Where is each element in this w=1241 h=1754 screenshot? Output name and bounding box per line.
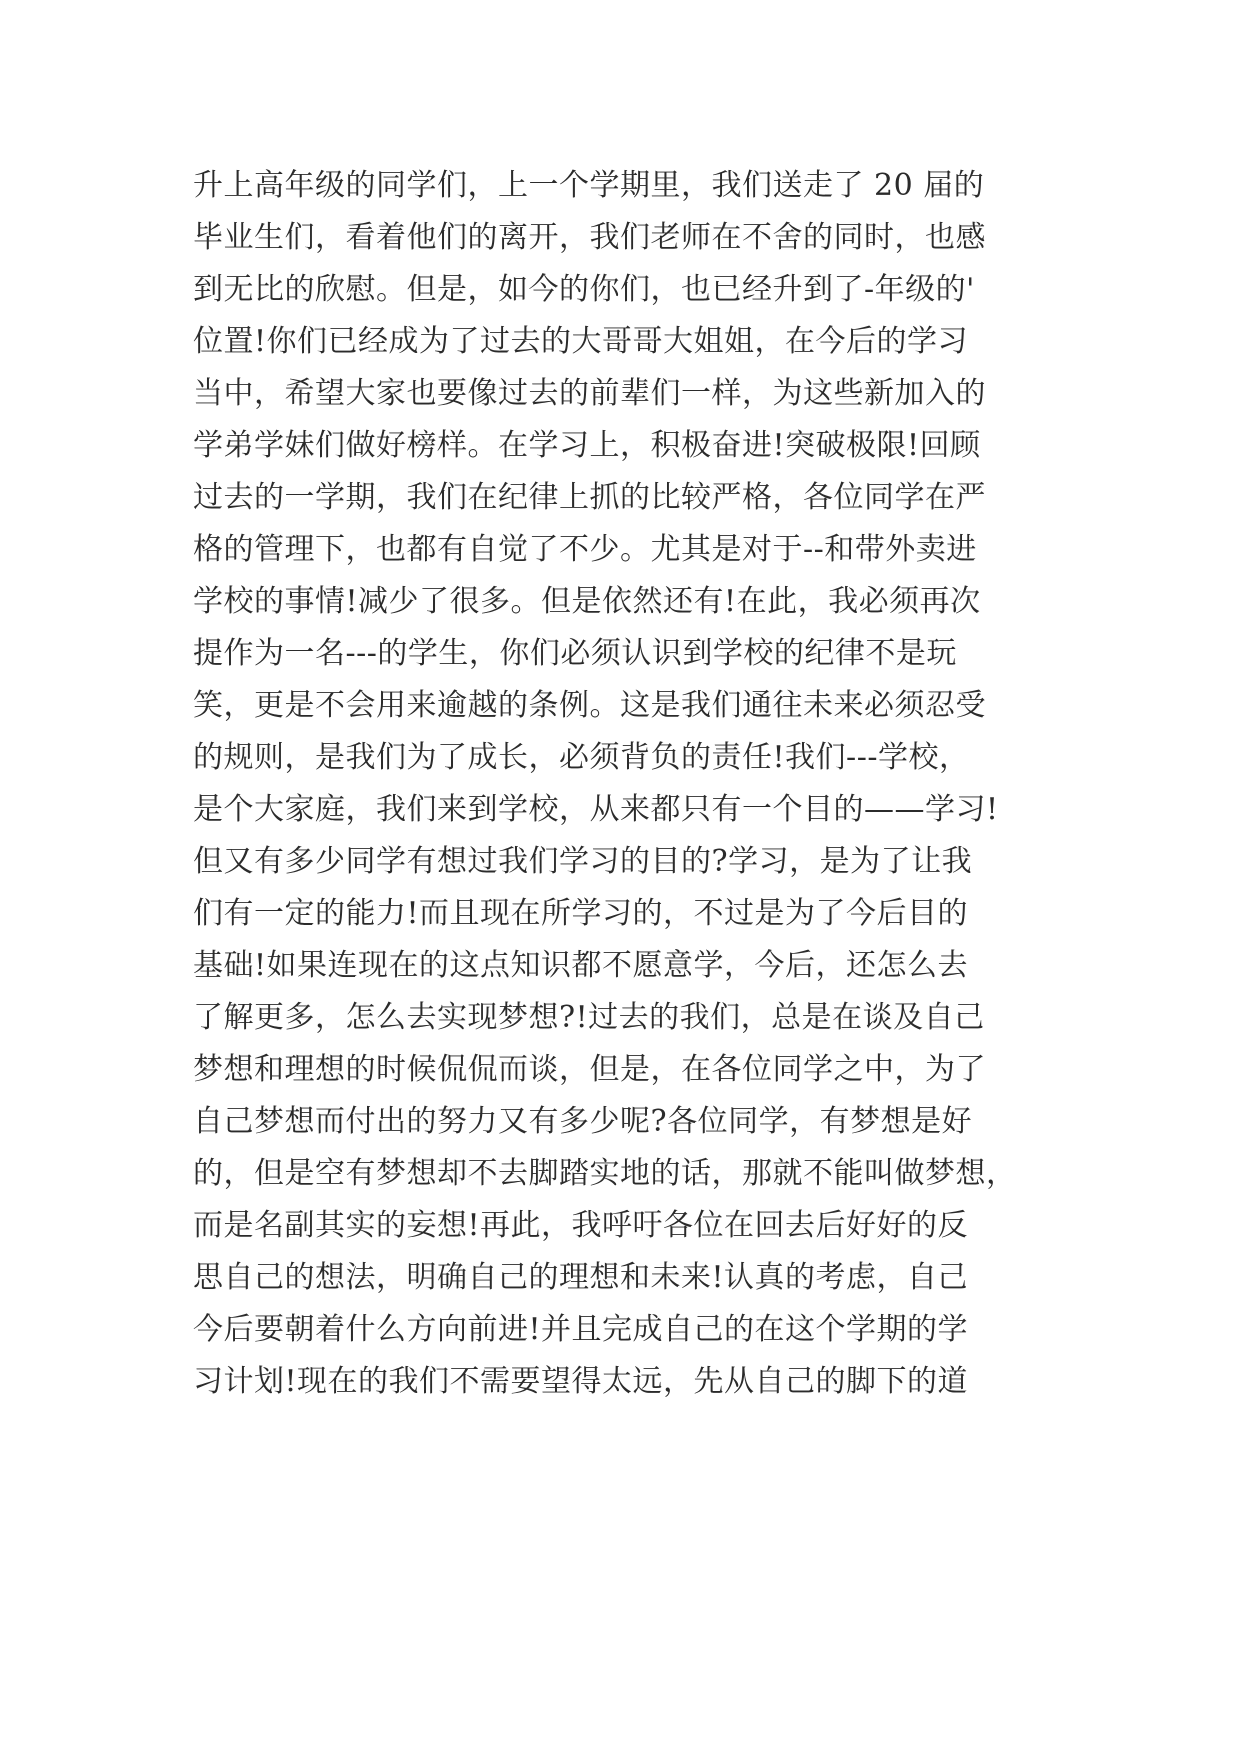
- text-line: 了解更多，怎么去实现梦想?!过去的我们，总是在谈及自己: [193, 1000, 985, 1035]
- text-line: 格的管理下，也都有自觉了不少。尤其是对于--和带外卖进: [193, 532, 977, 567]
- text-line: 是个大家庭，我们来到学校，从来都只有一个目的——学习!: [193, 792, 999, 827]
- text-line: 学校的事情!减少了很多。但是依然还有!在此，我必须再次: [193, 584, 981, 619]
- text-line: 自己梦想而付出的努力又有多少呢?各位同学，有梦想是好: [193, 1104, 973, 1139]
- text-line: 提作为一名---的学生，你们必须认识到学校的纪律不是玩: [193, 636, 957, 671]
- text-line: 今后要朝着什么方向前进!并且完成自己的在这个学期的学: [193, 1312, 969, 1347]
- text-line: 过去的一学期，我们在纪律上抓的比较严格，各位同学在严: [193, 480, 986, 515]
- body-text: [193, 160, 1053, 1408]
- text-line: 的规则，是我们为了成长，必须背负的责任!我们---学校，: [193, 740, 970, 775]
- text-line: 到无比的欣慰。但是，如今的你们，也已经升到了-年级的': [193, 272, 975, 307]
- text-line: 们有一定的能力!而且现在所学习的，不过是为了今后目的: [193, 896, 969, 931]
- text-line: 但又有多少同学有想过我们学习的目的?学习，是为了让我: [193, 844, 973, 879]
- text-line: 学弟学妹们做好榜样。在学习上，积极奋进!突破极限!回顾: [193, 428, 981, 463]
- text-line: 笑，更是不会用来逾越的条例。这是我们通往未来必须忍受: [193, 688, 986, 723]
- text-line: 的，但是空有梦想却不去脚踏实地的话，那就不能叫做梦想，: [193, 1156, 1017, 1191]
- text-line: 基础!如果连现在的这点知识都不愿意学，今后，还怎么去: [193, 948, 969, 983]
- text-line: 升上高年级的同学们，上一个学期里，我们送走了 20 届的: [193, 168, 985, 203]
- text-line: 而是名副其实的妄想!再此，我呼吁各位在回去后好好的反: [193, 1208, 969, 1243]
- text-line: 当中，希望大家也要像过去的前辈们一样，为这些新加入的: [193, 376, 986, 411]
- text-line: 位置!你们已经成为了过去的大哥哥大姐姐，在今后的学习: [193, 324, 969, 359]
- text-line: 习计划!现在的我们不需要望得太远，先从自己的脚下的道: [193, 1364, 969, 1399]
- text-line: 毕业生们，看着他们的离开，我们老师在不舍的同时，也感: [193, 220, 986, 255]
- text-line: 梦想和理想的时候侃侃而谈，但是，在各位同学之中，为了: [193, 1052, 986, 1087]
- text-line: 思自己的想法，明确自己的理想和未来!认真的考虑，自己: [193, 1260, 969, 1295]
